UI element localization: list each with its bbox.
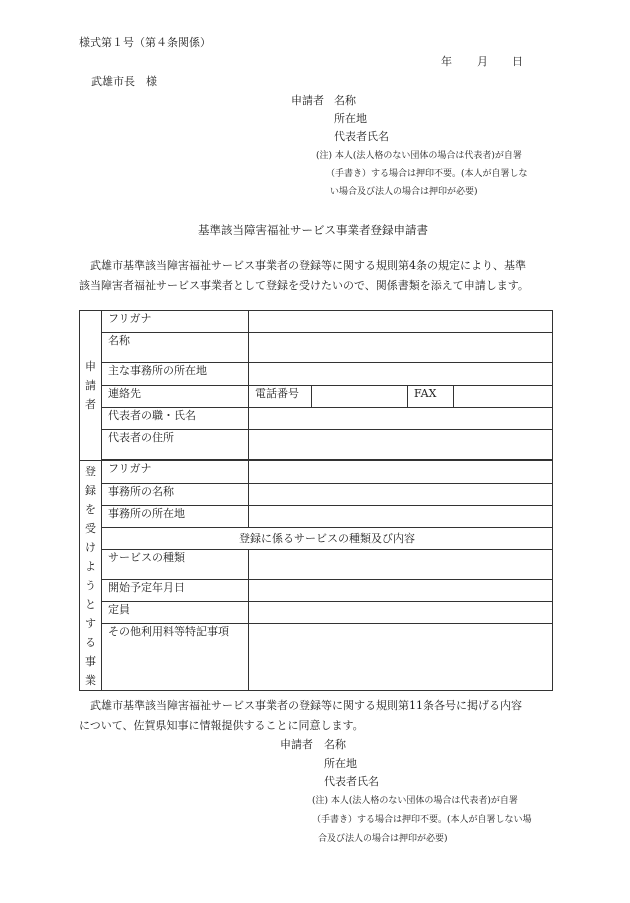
capacity-label: 定員	[102, 602, 249, 624]
date-day: 日	[512, 55, 523, 68]
other-fees-field[interactable]	[249, 624, 553, 691]
document-title: 基準該当障害福祉サービス事業者登録申請書	[198, 223, 428, 237]
intro-line-1: 武雄市基準該当障害福祉サービス事業者の登録等に関する規則第4条の規定により、基準	[90, 259, 526, 272]
contact-label: 連絡先	[102, 386, 249, 408]
main-office-address-label: 主な事務所の所在地	[102, 363, 249, 386]
name-field[interactable]	[249, 333, 553, 363]
addressee: 武雄市長 様	[91, 75, 157, 88]
registration-form-table	[79, 310, 553, 691]
fax-field[interactable]	[454, 386, 553, 408]
consent-paragraph	[79, 696, 554, 736]
address-label: 所在地	[334, 112, 367, 125]
representative-title-name-label: 代表者の職・氏名	[102, 408, 249, 430]
service-header: 登録に係るサービスの種類及び内容	[102, 528, 553, 550]
applicant-label-2: 申請者	[280, 738, 313, 751]
start-date-field[interactable]	[249, 580, 553, 602]
business-section-label: 登録を受けようとする事業	[80, 461, 102, 691]
note-2-line-2: （手書き）する場合は押印不要。(本人が自署しない場	[312, 815, 532, 825]
name-label-2: 名称	[324, 738, 346, 751]
form-number: 様式第１号（第４条関係）	[79, 36, 211, 49]
office-name-field[interactable]	[249, 484, 553, 506]
office-address-field[interactable]	[249, 506, 553, 528]
applicant-label: 申請者	[291, 94, 324, 107]
intro-line-2: 該当障害者福祉サービス事業者として登録を受けたいので、関係書類を添えて申請します。	[79, 279, 529, 292]
consent-line-2: について、佐賀県知事に情報提供することに同意します。	[79, 719, 364, 732]
note-2-line-1: (注) 本人(法人格のない団体の場合は代表者)が自署	[312, 796, 518, 806]
note-line-1: (注) 本人(法人格のない団体の場合は代表者)が自署	[316, 151, 522, 161]
note-line-3: い場合及び法人の場合は押印が必要)	[330, 187, 478, 197]
representative-title-name-field[interactable]	[249, 408, 553, 430]
furigana-label: フリガナ	[102, 311, 249, 333]
address-label-2: 所在地	[324, 757, 357, 770]
name-label: 名称	[102, 333, 249, 363]
consent-line-1: 武雄市基準該当障害福祉サービス事業者の登録等に関する規則第11条各号に掲げる内容	[90, 699, 522, 712]
intro-paragraph	[79, 256, 554, 296]
representative-label-2: 代表者氏名	[324, 775, 379, 788]
service-type-field[interactable]	[249, 550, 553, 580]
furigana-2-field[interactable]	[249, 461, 553, 484]
representative-address-field[interactable]	[249, 430, 553, 460]
phone-label: 電話番号	[249, 386, 312, 408]
date-year: 年	[441, 55, 452, 68]
representative-address-label: 代表者の住所	[102, 430, 249, 460]
start-date-label: 開始予定年月日	[102, 580, 249, 602]
representative-label: 代表者氏名	[334, 130, 389, 143]
service-type-label: サービスの種類	[102, 550, 249, 580]
office-address-label: 事務所の所在地	[102, 506, 249, 528]
furigana-field[interactable]	[249, 311, 553, 333]
main-office-address-field[interactable]	[249, 363, 553, 386]
note-2-line-3: 合及び法人の場合は押印が必要)	[318, 834, 448, 844]
other-fees-label: その他利用料等特記事項	[102, 624, 249, 691]
phone-field[interactable]	[312, 386, 408, 408]
furigana-2-label: フリガナ	[102, 461, 249, 484]
fax-label: FAX	[408, 386, 454, 408]
capacity-field[interactable]	[249, 602, 553, 624]
name-label: 名称	[334, 94, 356, 107]
applicant-section-label: 申請者	[80, 311, 102, 461]
note-line-2: （手書き）する場合は押印不要。(本人が自署しな	[326, 169, 528, 179]
office-name-label: 事務所の名称	[102, 484, 249, 506]
date-month: 月	[477, 55, 488, 68]
